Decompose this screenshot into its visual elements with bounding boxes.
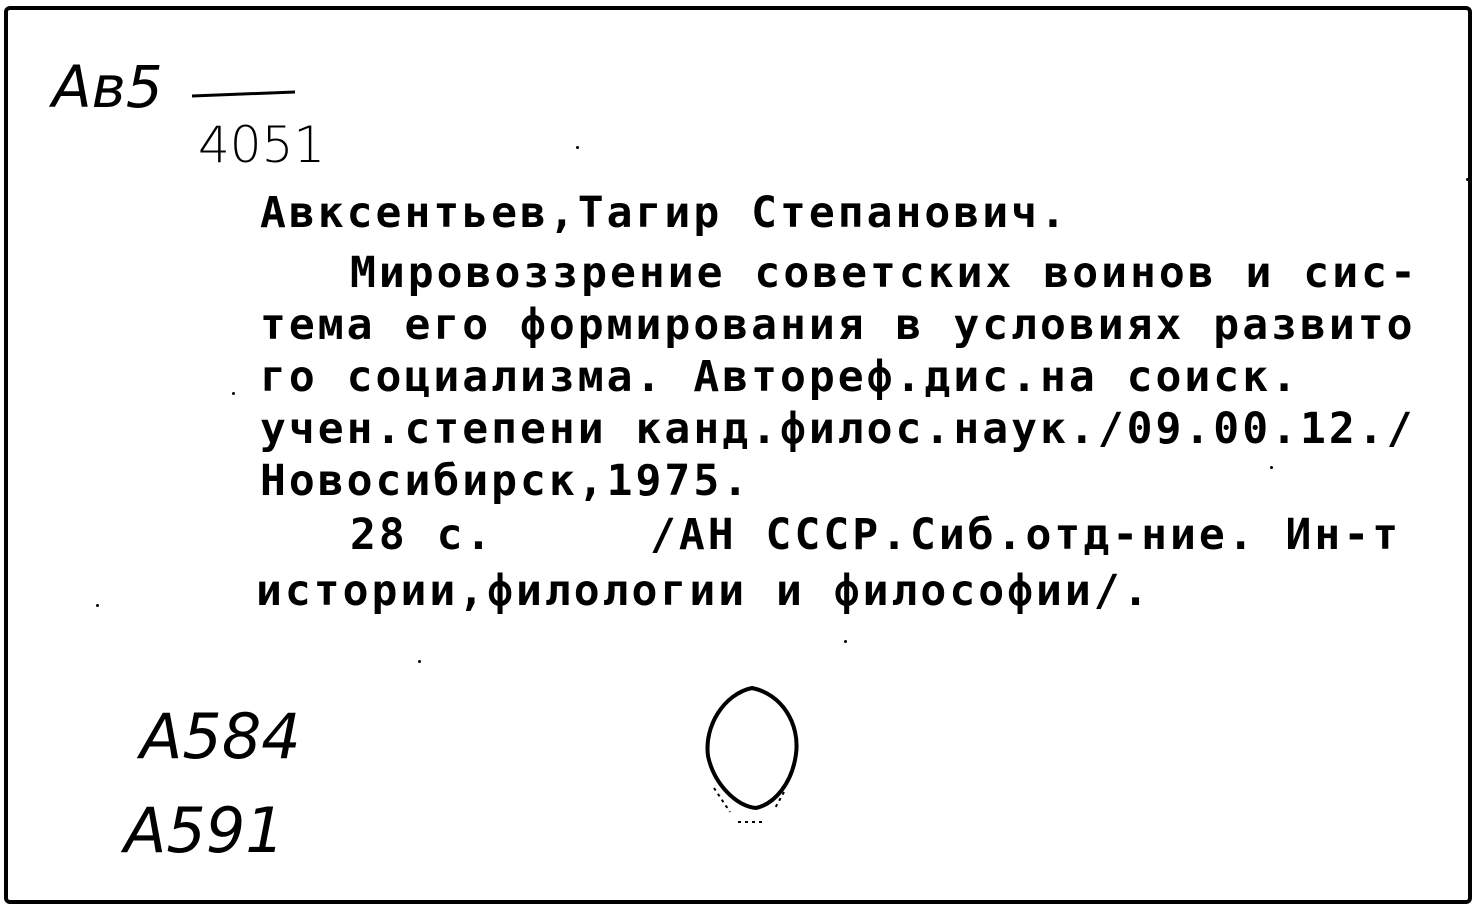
- punch-hole: [700, 684, 804, 830]
- series-line-2: истории,филологии и философии/.: [256, 566, 1152, 616]
- title-line-3: го социализма. Автореф.дис.на соиск.: [260, 352, 1300, 402]
- scan-speck: [1270, 466, 1273, 469]
- title-line-5: Новосибирск,1975.: [260, 456, 752, 506]
- scan-speck: [1466, 178, 1469, 181]
- scan-speck: [232, 392, 235, 395]
- scan-speck: [844, 640, 847, 643]
- scan-speck: [418, 660, 421, 663]
- author-line: Авксентьев,Тагир Степанович.: [260, 188, 1069, 238]
- call-number-top: Aв5: [52, 53, 163, 121]
- title-line-4: учен.степени канд.филос.наук./09.00.12./: [260, 404, 1416, 454]
- title-line-2: тема его формирования в условиях развито: [260, 300, 1416, 350]
- series-line-1: /АН СССР.Сиб.отд-ние. Ин-т: [650, 510, 1402, 560]
- scan-speck: [96, 604, 99, 607]
- handwritten-mark-2: A591: [124, 794, 285, 867]
- handwritten-mark-1: A584: [140, 700, 301, 773]
- scan-speck: [576, 146, 579, 149]
- call-number-rule: [190, 86, 300, 100]
- call-number-bottom: 4051: [198, 116, 326, 174]
- title-line-1: Мировоззрение советских воинов и сис-: [350, 248, 1419, 298]
- pages-line: 28 с.: [350, 510, 495, 560]
